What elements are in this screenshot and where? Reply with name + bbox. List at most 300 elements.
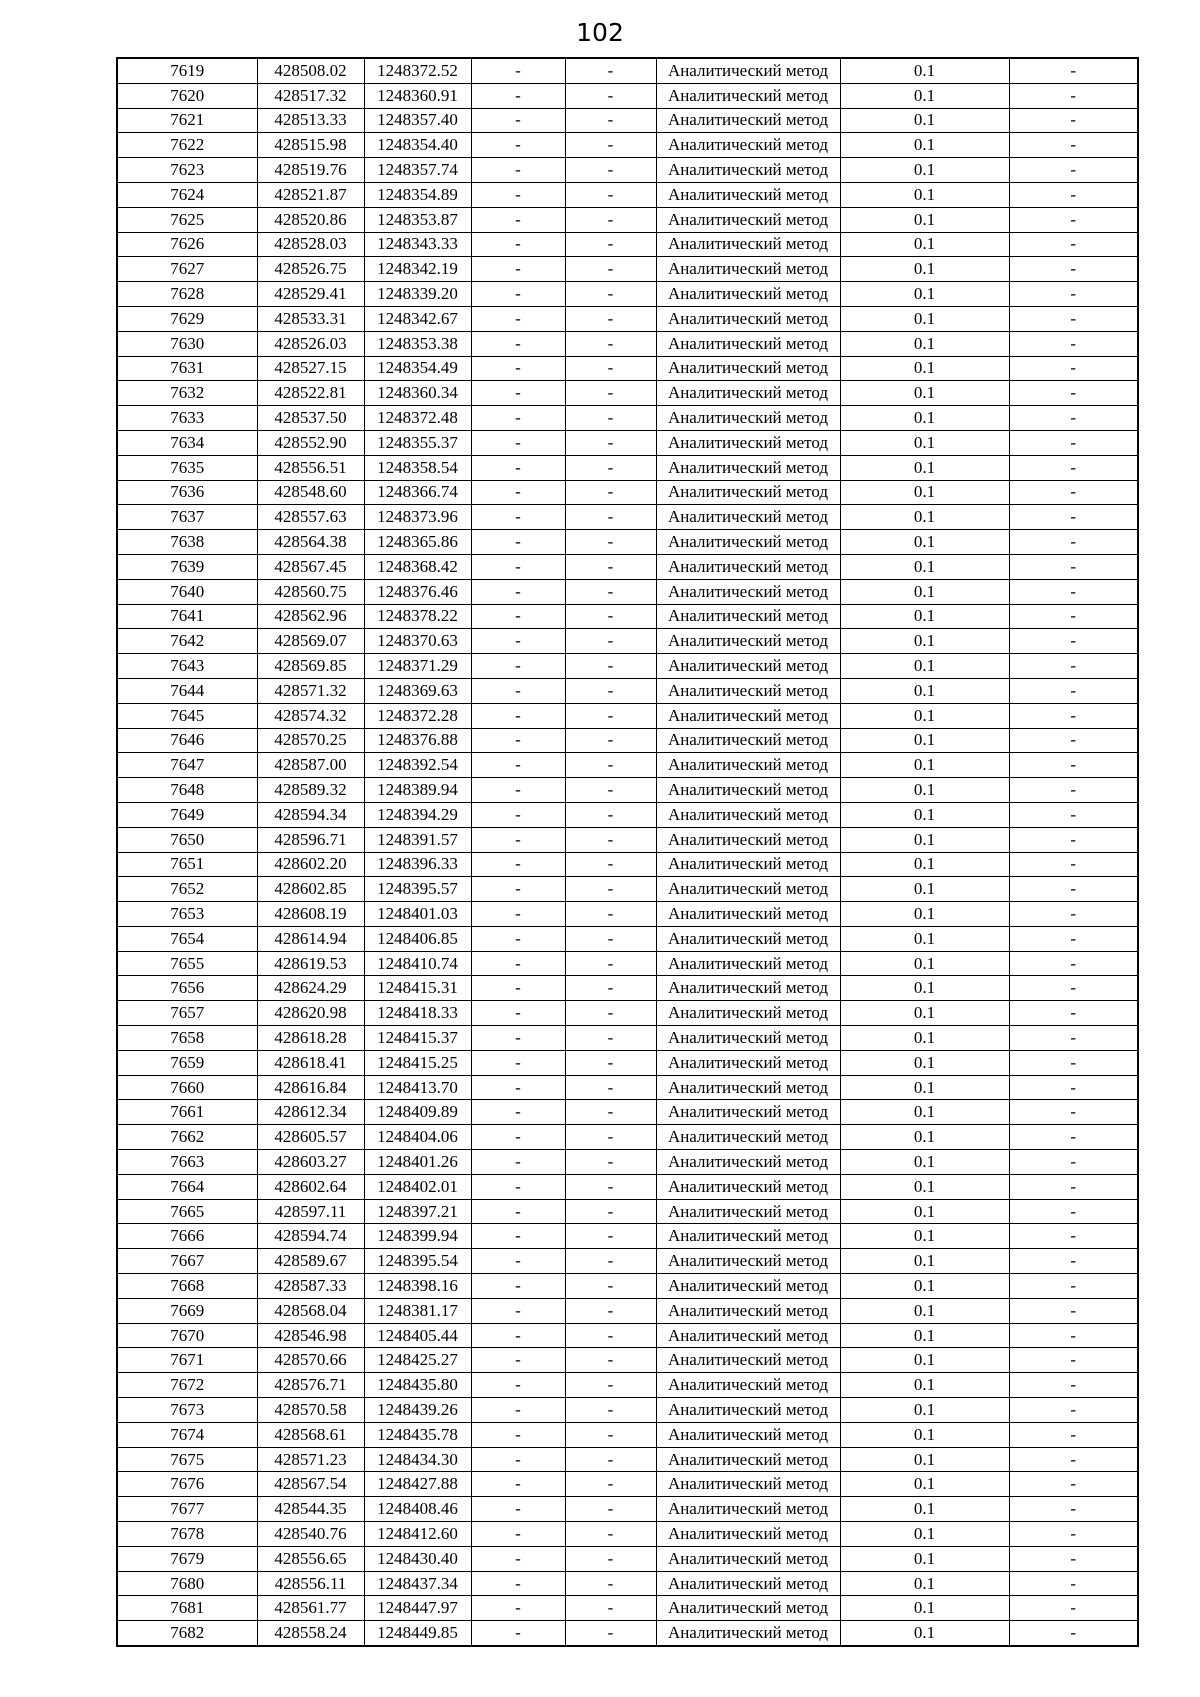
table-row <box>117 728 1138 753</box>
table-row <box>117 1100 1138 1125</box>
method-cell: Аналитический метод <box>656 604 840 629</box>
method-cell: Аналитический метод <box>656 579 840 604</box>
empty-dash-cell: - <box>471 877 565 902</box>
method-cell: Аналитический метод <box>656 530 840 555</box>
point-number-cell: 7627 <box>117 257 257 282</box>
empty-dash-cell: - <box>565 852 656 877</box>
y-coordinate-cell: 1248405.44 <box>364 1323 471 1348</box>
coordinates-table <box>116 57 1139 1647</box>
empty-dash-cell: - <box>471 1026 565 1051</box>
table-row <box>117 1571 1138 1596</box>
point-number-cell: 7643 <box>117 654 257 679</box>
method-cell: Аналитический метод <box>656 1522 840 1547</box>
method-cell: Аналитический метод <box>656 1398 840 1423</box>
empty-dash-cell: - <box>565 331 656 356</box>
method-cell: Аналитический метод <box>656 703 840 728</box>
empty-dash-cell: - <box>1009 455 1138 480</box>
table-row <box>117 604 1138 629</box>
empty-dash-cell: - <box>471 306 565 331</box>
point-number-cell: 7620 <box>117 83 257 108</box>
empty-dash-cell: - <box>1009 1546 1138 1571</box>
empty-dash-cell: - <box>1009 1026 1138 1051</box>
empty-dash-cell: - <box>471 1174 565 1199</box>
empty-dash-cell: - <box>565 1100 656 1125</box>
empty-dash-cell: - <box>471 1571 565 1596</box>
empty-dash-cell: - <box>471 1621 565 1646</box>
table-row <box>117 1621 1138 1646</box>
table-row <box>117 406 1138 431</box>
method-cell: Аналитический метод <box>656 1026 840 1051</box>
point-number-cell: 7628 <box>117 282 257 307</box>
precision-cell: 0.1 <box>840 678 1009 703</box>
method-cell: Аналитический метод <box>656 158 840 183</box>
empty-dash-cell: - <box>1009 1150 1138 1175</box>
empty-dash-cell: - <box>471 976 565 1001</box>
empty-dash-cell: - <box>471 331 565 356</box>
y-coordinate-cell: 1248447.97 <box>364 1596 471 1621</box>
y-coordinate-cell: 1248358.54 <box>364 455 471 480</box>
x-coordinate-cell: 428620.98 <box>257 1001 364 1026</box>
table-row <box>117 1323 1138 1348</box>
x-coordinate-cell: 428558.24 <box>257 1621 364 1646</box>
method-cell: Аналитический метод <box>656 1373 840 1398</box>
x-coordinate-cell: 428557.63 <box>257 505 364 530</box>
empty-dash-cell: - <box>471 753 565 778</box>
empty-dash-cell: - <box>1009 58 1138 83</box>
method-cell: Аналитический метод <box>656 629 840 654</box>
point-number-cell: 7671 <box>117 1348 257 1373</box>
method-cell: Аналитический метод <box>656 480 840 505</box>
empty-dash-cell: - <box>1009 1298 1138 1323</box>
y-coordinate-cell: 1248381.17 <box>364 1298 471 1323</box>
point-number-cell: 7681 <box>117 1596 257 1621</box>
x-coordinate-cell: 428526.03 <box>257 331 364 356</box>
empty-dash-cell: - <box>471 1150 565 1175</box>
x-coordinate-cell: 428568.04 <box>257 1298 364 1323</box>
table-row <box>117 83 1138 108</box>
table-row <box>117 1546 1138 1571</box>
x-coordinate-cell: 428546.98 <box>257 1323 364 1348</box>
empty-dash-cell: - <box>471 505 565 530</box>
x-coordinate-cell: 428587.33 <box>257 1274 364 1299</box>
method-cell: Аналитический метод <box>656 852 840 877</box>
empty-dash-cell: - <box>565 654 656 679</box>
precision-cell: 0.1 <box>840 1398 1009 1423</box>
method-cell: Аналитический метод <box>656 1274 840 1299</box>
method-cell: Аналитический метод <box>656 430 840 455</box>
empty-dash-cell: - <box>565 455 656 480</box>
y-coordinate-cell: 1248342.67 <box>364 306 471 331</box>
empty-dash-cell: - <box>471 629 565 654</box>
empty-dash-cell: - <box>565 182 656 207</box>
empty-dash-cell: - <box>471 1001 565 1026</box>
table-row <box>117 331 1138 356</box>
point-number-cell: 7678 <box>117 1522 257 1547</box>
empty-dash-cell: - <box>471 802 565 827</box>
empty-dash-cell: - <box>1009 356 1138 381</box>
x-coordinate-cell: 428521.87 <box>257 182 364 207</box>
method-cell: Аналитический метод <box>656 182 840 207</box>
empty-dash-cell: - <box>565 480 656 505</box>
x-coordinate-cell: 428608.19 <box>257 902 364 927</box>
point-number-cell: 7653 <box>117 902 257 927</box>
table-row <box>117 1026 1138 1051</box>
x-coordinate-cell: 428540.76 <box>257 1522 364 1547</box>
empty-dash-cell: - <box>471 1447 565 1472</box>
point-number-cell: 7666 <box>117 1224 257 1249</box>
point-number-cell: 7667 <box>117 1249 257 1274</box>
empty-dash-cell: - <box>565 1150 656 1175</box>
method-cell: Аналитический метод <box>656 1174 840 1199</box>
y-coordinate-cell: 1248408.46 <box>364 1497 471 1522</box>
empty-dash-cell: - <box>565 505 656 530</box>
y-coordinate-cell: 1248392.54 <box>364 753 471 778</box>
precision-cell: 0.1 <box>840 232 1009 257</box>
empty-dash-cell: - <box>1009 703 1138 728</box>
precision-cell: 0.1 <box>840 1497 1009 1522</box>
empty-dash-cell: - <box>565 530 656 555</box>
empty-dash-cell: - <box>1009 951 1138 976</box>
x-coordinate-cell: 428552.90 <box>257 430 364 455</box>
point-number-cell: 7660 <box>117 1075 257 1100</box>
empty-dash-cell: - <box>471 778 565 803</box>
x-coordinate-cell: 428576.71 <box>257 1373 364 1398</box>
y-coordinate-cell: 1248413.70 <box>364 1075 471 1100</box>
empty-dash-cell: - <box>1009 381 1138 406</box>
method-cell: Аналитический метод <box>656 455 840 480</box>
point-number-cell: 7642 <box>117 629 257 654</box>
empty-dash-cell: - <box>471 58 565 83</box>
empty-dash-cell: - <box>565 827 656 852</box>
table-row <box>117 1348 1138 1373</box>
empty-dash-cell: - <box>1009 1621 1138 1646</box>
table-row <box>117 703 1138 728</box>
empty-dash-cell: - <box>1009 1050 1138 1075</box>
x-coordinate-cell: 428527.15 <box>257 356 364 381</box>
empty-dash-cell: - <box>1009 1422 1138 1447</box>
y-coordinate-cell: 1248439.26 <box>364 1398 471 1423</box>
empty-dash-cell: - <box>471 257 565 282</box>
precision-cell: 0.1 <box>840 877 1009 902</box>
empty-dash-cell: - <box>565 133 656 158</box>
table-row <box>117 827 1138 852</box>
y-coordinate-cell: 1248418.33 <box>364 1001 471 1026</box>
empty-dash-cell: - <box>565 1323 656 1348</box>
table-row <box>117 579 1138 604</box>
precision-cell: 0.1 <box>840 182 1009 207</box>
y-coordinate-cell: 1248430.40 <box>364 1546 471 1571</box>
y-coordinate-cell: 1248412.60 <box>364 1522 471 1547</box>
y-coordinate-cell: 1248399.94 <box>364 1224 471 1249</box>
empty-dash-cell: - <box>565 1398 656 1423</box>
table-row <box>117 1224 1138 1249</box>
table-row <box>117 232 1138 257</box>
point-number-cell: 7654 <box>117 926 257 951</box>
empty-dash-cell: - <box>1009 1373 1138 1398</box>
point-number-cell: 7641 <box>117 604 257 629</box>
x-coordinate-cell: 428624.29 <box>257 976 364 1001</box>
empty-dash-cell: - <box>1009 629 1138 654</box>
point-number-cell: 7668 <box>117 1274 257 1299</box>
table-row <box>117 455 1138 480</box>
point-number-cell: 7626 <box>117 232 257 257</box>
method-cell: Аналитический метод <box>656 902 840 927</box>
point-number-cell: 7640 <box>117 579 257 604</box>
empty-dash-cell: - <box>471 728 565 753</box>
y-coordinate-cell: 1248372.48 <box>364 406 471 431</box>
empty-dash-cell: - <box>565 1274 656 1299</box>
empty-dash-cell: - <box>1009 306 1138 331</box>
empty-dash-cell: - <box>1009 158 1138 183</box>
point-number-cell: 7670 <box>117 1323 257 1348</box>
table-row <box>117 207 1138 232</box>
table-row <box>117 182 1138 207</box>
method-cell: Аналитический метод <box>656 1422 840 1447</box>
precision-cell: 0.1 <box>840 1125 1009 1150</box>
y-coordinate-cell: 1248353.87 <box>364 207 471 232</box>
x-coordinate-cell: 428569.07 <box>257 629 364 654</box>
precision-cell: 0.1 <box>840 902 1009 927</box>
method-cell: Аналитический метод <box>656 976 840 1001</box>
table-row <box>117 1174 1138 1199</box>
method-cell: Аналитический метод <box>656 554 840 579</box>
x-coordinate-cell: 428589.67 <box>257 1249 364 1274</box>
precision-cell: 0.1 <box>840 1522 1009 1547</box>
empty-dash-cell: - <box>471 852 565 877</box>
empty-dash-cell: - <box>471 83 565 108</box>
y-coordinate-cell: 1248372.28 <box>364 703 471 728</box>
x-coordinate-cell: 428574.32 <box>257 703 364 728</box>
empty-dash-cell: - <box>1009 1075 1138 1100</box>
table-row <box>117 1298 1138 1323</box>
page-number: 102 <box>576 18 624 47</box>
x-coordinate-cell: 428513.33 <box>257 108 364 133</box>
precision-cell: 0.1 <box>840 1447 1009 1472</box>
method-cell: Аналитический метод <box>656 1472 840 1497</box>
x-coordinate-cell: 428537.50 <box>257 406 364 431</box>
point-number-cell: 7664 <box>117 1174 257 1199</box>
y-coordinate-cell: 1248406.85 <box>364 926 471 951</box>
x-coordinate-cell: 428528.03 <box>257 232 364 257</box>
empty-dash-cell: - <box>1009 1199 1138 1224</box>
table-row <box>117 505 1138 530</box>
empty-dash-cell: - <box>471 1472 565 1497</box>
x-coordinate-cell: 428603.27 <box>257 1150 364 1175</box>
empty-dash-cell: - <box>471 480 565 505</box>
precision-cell: 0.1 <box>840 1298 1009 1323</box>
method-cell: Аналитический метод <box>656 108 840 133</box>
empty-dash-cell: - <box>1009 926 1138 951</box>
point-number-cell: 7655 <box>117 951 257 976</box>
precision-cell: 0.1 <box>840 1323 1009 1348</box>
y-coordinate-cell: 1248339.20 <box>364 282 471 307</box>
y-coordinate-cell: 1248353.38 <box>364 331 471 356</box>
precision-cell: 0.1 <box>840 1100 1009 1125</box>
empty-dash-cell: - <box>1009 1125 1138 1150</box>
y-coordinate-cell: 1248360.91 <box>364 83 471 108</box>
x-coordinate-cell: 428526.75 <box>257 257 364 282</box>
y-coordinate-cell: 1248435.80 <box>364 1373 471 1398</box>
precision-cell: 0.1 <box>840 1571 1009 1596</box>
x-coordinate-cell: 428587.00 <box>257 753 364 778</box>
precision-cell: 0.1 <box>840 554 1009 579</box>
empty-dash-cell: - <box>565 802 656 827</box>
precision-cell: 0.1 <box>840 158 1009 183</box>
empty-dash-cell: - <box>471 902 565 927</box>
method-cell: Аналитический метод <box>656 877 840 902</box>
point-number-cell: 7682 <box>117 1621 257 1646</box>
x-coordinate-cell: 428571.32 <box>257 678 364 703</box>
table-row <box>117 257 1138 282</box>
table-row <box>117 1373 1138 1398</box>
x-coordinate-cell: 428561.77 <box>257 1596 364 1621</box>
table-row <box>117 902 1138 927</box>
point-number-cell: 7644 <box>117 678 257 703</box>
empty-dash-cell: - <box>565 356 656 381</box>
empty-dash-cell: - <box>471 1075 565 1100</box>
empty-dash-cell: - <box>1009 728 1138 753</box>
y-coordinate-cell: 1248357.40 <box>364 108 471 133</box>
precision-cell: 0.1 <box>840 1075 1009 1100</box>
method-cell: Аналитический метод <box>656 505 840 530</box>
y-coordinate-cell: 1248370.63 <box>364 629 471 654</box>
point-number-cell: 7661 <box>117 1100 257 1125</box>
empty-dash-cell: - <box>1009 282 1138 307</box>
table-row <box>117 1447 1138 1472</box>
empty-dash-cell: - <box>565 902 656 927</box>
x-coordinate-cell: 428522.81 <box>257 381 364 406</box>
x-coordinate-cell: 428596.71 <box>257 827 364 852</box>
empty-dash-cell: - <box>565 1075 656 1100</box>
table-row <box>117 753 1138 778</box>
y-coordinate-cell: 1248394.29 <box>364 802 471 827</box>
table-row <box>117 1398 1138 1423</box>
table-row <box>117 1596 1138 1621</box>
method-cell: Аналитический метод <box>656 306 840 331</box>
empty-dash-cell: - <box>471 1224 565 1249</box>
precision-cell: 0.1 <box>840 852 1009 877</box>
empty-dash-cell: - <box>565 877 656 902</box>
empty-dash-cell: - <box>565 430 656 455</box>
method-cell: Аналитический метод <box>656 1621 840 1646</box>
empty-dash-cell: - <box>471 158 565 183</box>
empty-dash-cell: - <box>565 778 656 803</box>
empty-dash-cell: - <box>1009 1596 1138 1621</box>
empty-dash-cell: - <box>1009 331 1138 356</box>
empty-dash-cell: - <box>565 306 656 331</box>
table-row <box>117 480 1138 505</box>
precision-cell: 0.1 <box>840 1199 1009 1224</box>
method-cell: Аналитический метод <box>656 1125 840 1150</box>
empty-dash-cell: - <box>1009 1249 1138 1274</box>
point-number-cell: 7648 <box>117 778 257 803</box>
empty-dash-cell: - <box>1009 902 1138 927</box>
x-coordinate-cell: 428564.38 <box>257 530 364 555</box>
method-cell: Аналитический метод <box>656 83 840 108</box>
point-number-cell: 7658 <box>117 1026 257 1051</box>
x-coordinate-cell: 428602.85 <box>257 877 364 902</box>
method-cell: Аналитический метод <box>656 802 840 827</box>
y-coordinate-cell: 1248402.01 <box>364 1174 471 1199</box>
empty-dash-cell: - <box>471 356 565 381</box>
empty-dash-cell: - <box>471 1497 565 1522</box>
empty-dash-cell: - <box>565 1422 656 1447</box>
method-cell: Аналитический метод <box>656 1298 840 1323</box>
empty-dash-cell: - <box>565 678 656 703</box>
precision-cell: 0.1 <box>840 976 1009 1001</box>
precision-cell: 0.1 <box>840 58 1009 83</box>
empty-dash-cell: - <box>471 282 565 307</box>
precision-cell: 0.1 <box>840 505 1009 530</box>
empty-dash-cell: - <box>471 406 565 431</box>
method-cell: Аналитический метод <box>656 926 840 951</box>
method-cell: Аналитический метод <box>656 728 840 753</box>
empty-dash-cell: - <box>1009 207 1138 232</box>
y-coordinate-cell: 1248410.74 <box>364 951 471 976</box>
empty-dash-cell: - <box>471 182 565 207</box>
x-coordinate-cell: 428614.94 <box>257 926 364 951</box>
precision-cell: 0.1 <box>840 778 1009 803</box>
y-coordinate-cell: 1248437.34 <box>364 1571 471 1596</box>
y-coordinate-cell: 1248415.37 <box>364 1026 471 1051</box>
method-cell: Аналитический метод <box>656 1571 840 1596</box>
table-row <box>117 306 1138 331</box>
empty-dash-cell: - <box>565 83 656 108</box>
precision-cell: 0.1 <box>840 455 1009 480</box>
x-coordinate-cell: 428560.75 <box>257 579 364 604</box>
x-coordinate-cell: 428569.85 <box>257 654 364 679</box>
precision-cell: 0.1 <box>840 1249 1009 1274</box>
x-coordinate-cell: 428556.11 <box>257 1571 364 1596</box>
point-number-cell: 7622 <box>117 133 257 158</box>
empty-dash-cell: - <box>471 1546 565 1571</box>
y-coordinate-cell: 1248354.49 <box>364 356 471 381</box>
empty-dash-cell: - <box>471 1050 565 1075</box>
table-row <box>117 1075 1138 1100</box>
point-number-cell: 7677 <box>117 1497 257 1522</box>
empty-dash-cell: - <box>471 108 565 133</box>
empty-dash-cell: - <box>565 1224 656 1249</box>
point-number-cell: 7649 <box>117 802 257 827</box>
method-cell: Аналитический метод <box>656 1100 840 1125</box>
point-number-cell: 7624 <box>117 182 257 207</box>
empty-dash-cell: - <box>471 1274 565 1299</box>
y-coordinate-cell: 1248425.27 <box>364 1348 471 1373</box>
table-row <box>117 926 1138 951</box>
method-cell: Аналитический метод <box>656 1497 840 1522</box>
x-coordinate-cell: 428570.58 <box>257 1398 364 1423</box>
method-cell: Аналитический метод <box>656 827 840 852</box>
point-number-cell: 7631 <box>117 356 257 381</box>
empty-dash-cell: - <box>1009 505 1138 530</box>
precision-cell: 0.1 <box>840 306 1009 331</box>
empty-dash-cell: - <box>1009 1522 1138 1547</box>
y-coordinate-cell: 1248427.88 <box>364 1472 471 1497</box>
method-cell: Аналитический метод <box>656 1447 840 1472</box>
point-number-cell: 7635 <box>117 455 257 480</box>
y-coordinate-cell: 1248369.63 <box>364 678 471 703</box>
empty-dash-cell: - <box>1009 852 1138 877</box>
method-cell: Аналитический метод <box>656 58 840 83</box>
y-coordinate-cell: 1248342.19 <box>364 257 471 282</box>
empty-dash-cell: - <box>565 951 656 976</box>
precision-cell: 0.1 <box>840 530 1009 555</box>
table-row <box>117 1522 1138 1547</box>
method-cell: Аналитический метод <box>656 951 840 976</box>
empty-dash-cell: - <box>1009 976 1138 1001</box>
empty-dash-cell: - <box>1009 1274 1138 1299</box>
empty-dash-cell: - <box>565 1621 656 1646</box>
